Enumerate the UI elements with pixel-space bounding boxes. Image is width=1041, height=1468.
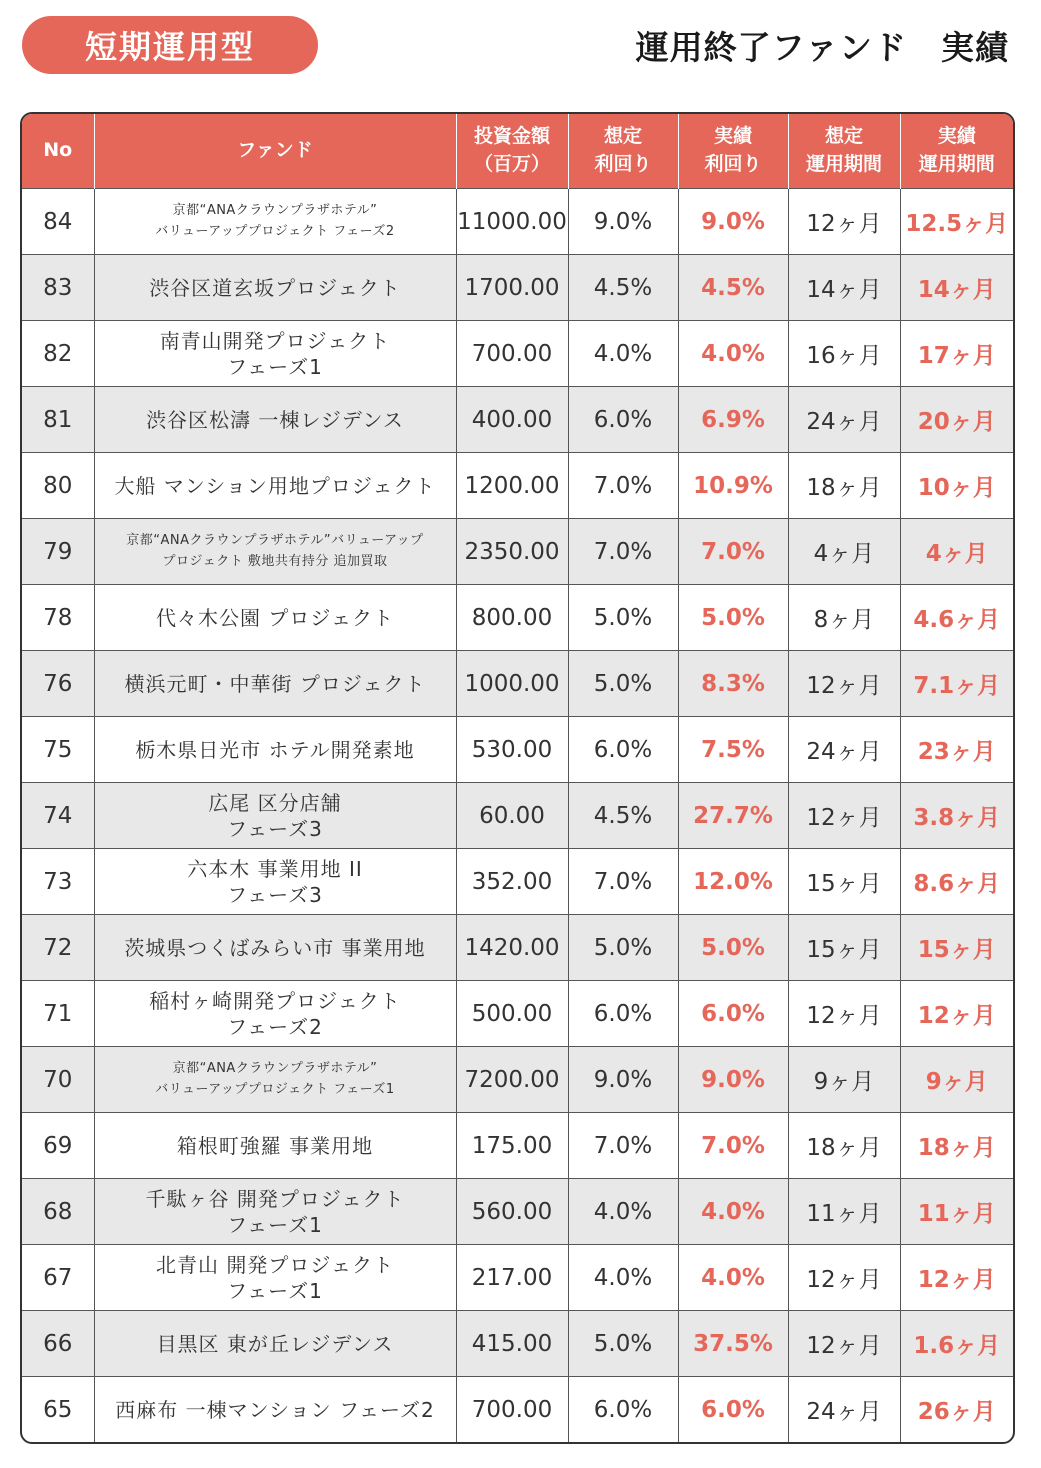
cell-actual-period: 8.6ヶ月 xyxy=(900,849,1013,915)
cell-actual-period: 11ヶ月 xyxy=(900,1179,1013,1245)
cell-actual-yield: 5.0% xyxy=(678,585,788,651)
table-row xyxy=(22,189,1013,255)
table-row xyxy=(22,915,1013,981)
cell-actual-yield: 4.0% xyxy=(678,1245,788,1311)
fund-name-line1: 千駄ヶ谷 開発プロジェクト xyxy=(145,1186,405,1211)
cell-actual-yield: 27.7% xyxy=(678,783,788,849)
cell-amount: 11000.00 xyxy=(456,189,568,255)
fund-name-line1: 稲村ヶ崎開発プロジェクト xyxy=(149,988,401,1013)
cell-fund xyxy=(94,849,456,915)
cell-amount: 60.00 xyxy=(456,783,568,849)
fund-name-line1: 茨城県つくばみらい市 事業用地 xyxy=(124,935,426,960)
fund-name-line2: プロジェクト 敷地共有持分 追加買取 xyxy=(162,553,388,569)
cell-amount: 217.00 xyxy=(456,1245,568,1311)
table-row xyxy=(22,717,1013,783)
cell-expected-yield: 7.0% xyxy=(568,519,678,585)
cell-amount: 500.00 xyxy=(456,981,568,1047)
cell-actual-yield: 7.0% xyxy=(678,1113,788,1179)
fund-name-line2: フェーズ1 xyxy=(227,354,323,379)
cell-expected-period: 12ヶ月 xyxy=(788,981,900,1047)
col-header-actual-period: 実績 運用期間 xyxy=(900,114,1013,189)
cell-fund xyxy=(94,1047,456,1113)
cell-expected-period: 14ヶ月 xyxy=(788,255,900,321)
cell-fund xyxy=(94,189,456,255)
cell-expected-yield: 7.0% xyxy=(568,453,678,519)
cell-actual-yield: 12.0% xyxy=(678,849,788,915)
cell-actual-period: 4.6ヶ月 xyxy=(900,585,1013,651)
col-header-expected-yield: 想定 利回り xyxy=(568,114,678,189)
cell-expected-yield: 5.0% xyxy=(568,915,678,981)
fund-name-line1: 六本木 事業用地 II xyxy=(187,856,363,881)
cell-fund xyxy=(94,717,456,783)
fund-name-line1: 京都“ANAクラウンプラザホテル”バリューアップ xyxy=(126,532,424,548)
cell-no: 72 xyxy=(22,915,94,981)
cell-actual-period: 15ヶ月 xyxy=(900,915,1013,981)
cell-fund xyxy=(94,321,456,387)
page-title: 運用終了ファンド 実績 xyxy=(635,28,1009,67)
fund-name-line2: バリューアッププロジェクト フェーズ1 xyxy=(155,1081,395,1097)
cell-amount: 175.00 xyxy=(456,1113,568,1179)
cell-expected-period: 12ヶ月 xyxy=(788,189,900,255)
cell-actual-yield: 7.0% xyxy=(678,519,788,585)
table-row xyxy=(22,1179,1013,1245)
cell-actual-yield: 9.0% xyxy=(678,189,788,255)
cell-expected-yield: 5.0% xyxy=(568,1311,678,1377)
cell-actual-yield: 6.9% xyxy=(678,387,788,453)
cell-no: 65 xyxy=(22,1377,94,1443)
fund-name-line1: 代々木公園 プロジェクト xyxy=(156,605,394,630)
cell-expected-period: 16ヶ月 xyxy=(788,321,900,387)
fund-name-line1: 北青山 開発プロジェクト xyxy=(156,1252,394,1277)
cell-expected-period: 8ヶ月 xyxy=(788,585,900,651)
fund-name-line1: 渋谷区道玄坂プロジェクト xyxy=(149,275,401,300)
cell-amount: 7200.00 xyxy=(456,1047,568,1113)
table-row xyxy=(22,387,1013,453)
cell-fund xyxy=(94,585,456,651)
cell-actual-yield: 5.0% xyxy=(678,915,788,981)
cell-no: 82 xyxy=(22,321,94,387)
fund-name-line2: フェーズ1 xyxy=(227,1212,323,1237)
cell-expected-period: 15ヶ月 xyxy=(788,849,900,915)
cell-actual-period: 3.8ヶ月 xyxy=(900,783,1013,849)
cell-no: 74 xyxy=(22,783,94,849)
table-row xyxy=(22,849,1013,915)
col-header-fund: ファンド xyxy=(94,114,456,189)
table-row xyxy=(22,1245,1013,1311)
cell-expected-yield: 7.0% xyxy=(568,1113,678,1179)
cell-fund xyxy=(94,981,456,1047)
cell-actual-period: 17ヶ月 xyxy=(900,321,1013,387)
cell-expected-yield: 9.0% xyxy=(568,1047,678,1113)
table-row xyxy=(22,255,1013,321)
cell-expected-yield: 7.0% xyxy=(568,849,678,915)
col-header-amount: 投資金額 （百万） xyxy=(456,114,568,189)
cell-actual-period: 12.5ヶ月 xyxy=(900,189,1013,255)
table-row xyxy=(22,1047,1013,1113)
cell-actual-period: 14ヶ月 xyxy=(900,255,1013,321)
cell-no: 84 xyxy=(22,189,94,255)
cell-expected-yield: 4.0% xyxy=(568,321,678,387)
cell-fund xyxy=(94,387,456,453)
cell-actual-yield: 6.0% xyxy=(678,1377,788,1443)
table-row xyxy=(22,519,1013,585)
results-table xyxy=(20,112,1015,1444)
cell-expected-period: 15ヶ月 xyxy=(788,915,900,981)
cell-expected-yield: 6.0% xyxy=(568,981,678,1047)
table-row xyxy=(22,321,1013,387)
fund-name-line2: フェーズ3 xyxy=(227,816,323,841)
cell-fund xyxy=(94,1245,456,1311)
cell-no: 75 xyxy=(22,717,94,783)
cell-actual-period: 4ヶ月 xyxy=(900,519,1013,585)
fund-name-line1: 京都“ANAクラウンプラザホテル” xyxy=(172,1060,378,1076)
fund-name-line1: 目黒区 東が丘レジデンス xyxy=(156,1331,394,1356)
cell-expected-yield: 4.5% xyxy=(568,783,678,849)
cell-expected-yield: 6.0% xyxy=(568,717,678,783)
cell-expected-yield: 5.0% xyxy=(568,585,678,651)
table-row xyxy=(22,1377,1013,1443)
table-row xyxy=(22,1113,1013,1179)
cell-amount: 1420.00 xyxy=(456,915,568,981)
cell-actual-yield: 4.0% xyxy=(678,1179,788,1245)
cell-amount: 800.00 xyxy=(456,585,568,651)
cell-expected-period: 12ヶ月 xyxy=(788,1245,900,1311)
cell-amount: 700.00 xyxy=(456,1377,568,1443)
cell-no: 76 xyxy=(22,651,94,717)
cell-amount: 1000.00 xyxy=(456,651,568,717)
table-row xyxy=(22,981,1013,1047)
table-row xyxy=(22,1311,1013,1377)
cell-fund xyxy=(94,1113,456,1179)
cell-actual-period: 12ヶ月 xyxy=(900,981,1013,1047)
cell-fund xyxy=(94,1377,456,1443)
cell-expected-period: 24ヶ月 xyxy=(788,1377,900,1443)
col-header-expected-period: 想定 運用期間 xyxy=(788,114,900,189)
table-row xyxy=(22,783,1013,849)
cell-amount: 415.00 xyxy=(456,1311,568,1377)
cell-actual-period: 1.6ヶ月 xyxy=(900,1311,1013,1377)
cell-expected-period: 12ヶ月 xyxy=(788,1311,900,1377)
fund-name-line1: 京都“ANAクラウンプラザホテル” xyxy=(172,202,378,218)
cell-expected-yield: 6.0% xyxy=(568,1377,678,1443)
cell-amount: 530.00 xyxy=(456,717,568,783)
cell-no: 81 xyxy=(22,387,94,453)
cell-no: 68 xyxy=(22,1179,94,1245)
table-header-row xyxy=(22,114,1013,189)
cell-expected-yield: 4.0% xyxy=(568,1179,678,1245)
cell-no: 70 xyxy=(22,1047,94,1113)
cell-amount: 400.00 xyxy=(456,387,568,453)
cell-amount: 1200.00 xyxy=(456,453,568,519)
cell-fund xyxy=(94,1311,456,1377)
cell-expected-yield: 5.0% xyxy=(568,651,678,717)
cell-no: 71 xyxy=(22,981,94,1047)
fund-name-line2: フェーズ2 xyxy=(227,1014,323,1039)
fund-name-line1: 西麻布 一棟マンション フェーズ2 xyxy=(115,1397,435,1422)
col-header-no: No xyxy=(22,114,94,189)
cell-actual-yield: 6.0% xyxy=(678,981,788,1047)
cell-actual-period: 23ヶ月 xyxy=(900,717,1013,783)
cell-expected-yield: 9.0% xyxy=(568,189,678,255)
cell-actual-period: 9ヶ月 xyxy=(900,1047,1013,1113)
cell-amount: 352.00 xyxy=(456,849,568,915)
cell-actual-yield: 4.0% xyxy=(678,321,788,387)
cell-actual-yield: 4.5% xyxy=(678,255,788,321)
cell-amount: 560.00 xyxy=(456,1179,568,1245)
cell-actual-period: 18ヶ月 xyxy=(900,1113,1013,1179)
cell-expected-yield: 6.0% xyxy=(568,387,678,453)
cell-amount: 1700.00 xyxy=(456,255,568,321)
cell-expected-period: 12ヶ月 xyxy=(788,651,900,717)
cell-actual-period: 10ヶ月 xyxy=(900,453,1013,519)
fund-name-line1: 大船 マンション用地プロジェクト xyxy=(114,473,436,498)
cell-no: 73 xyxy=(22,849,94,915)
cell-no: 83 xyxy=(22,255,94,321)
cell-fund xyxy=(94,519,456,585)
cell-expected-period: 11ヶ月 xyxy=(788,1179,900,1245)
cell-actual-period: 26ヶ月 xyxy=(900,1377,1013,1443)
cell-expected-period: 9ヶ月 xyxy=(788,1047,900,1113)
cell-actual-yield: 37.5% xyxy=(678,1311,788,1377)
cell-expected-period: 12ヶ月 xyxy=(788,783,900,849)
cell-no: 67 xyxy=(22,1245,94,1311)
cell-no: 66 xyxy=(22,1311,94,1377)
cell-amount: 700.00 xyxy=(456,321,568,387)
cell-fund xyxy=(94,255,456,321)
category-badge: 短期運用型 xyxy=(22,16,318,74)
fund-name-line2: フェーズ3 xyxy=(227,882,323,907)
cell-fund xyxy=(94,1179,456,1245)
fund-name-line2: バリューアッププロジェクト フェーズ2 xyxy=(155,223,395,239)
cell-actual-yield: 10.9% xyxy=(678,453,788,519)
table-row xyxy=(22,651,1013,717)
fund-name-line1: 渋谷区松濤 一棟レジデンス xyxy=(146,407,404,432)
cell-actual-period: 7.1ヶ月 xyxy=(900,651,1013,717)
fund-name-line1: 箱根町強羅 事業用地 xyxy=(176,1133,374,1158)
cell-expected-period: 4ヶ月 xyxy=(788,519,900,585)
cell-fund xyxy=(94,783,456,849)
fund-name-line1: 横浜元町・中華街 プロジェクト xyxy=(124,671,426,696)
cell-no: 79 xyxy=(22,519,94,585)
fund-name-line1: 栃木県日光市 ホテル開発素地 xyxy=(135,737,415,762)
fund-name-line1: 南青山開発プロジェクト xyxy=(159,328,391,353)
cell-fund xyxy=(94,915,456,981)
cell-actual-yield: 9.0% xyxy=(678,1047,788,1113)
col-header-actual-yield: 実績 利回り xyxy=(678,114,788,189)
cell-expected-period: 18ヶ月 xyxy=(788,1113,900,1179)
cell-expected-period: 24ヶ月 xyxy=(788,717,900,783)
fund-name-line1: 広尾 区分店舗 xyxy=(208,790,342,815)
cell-no: 78 xyxy=(22,585,94,651)
cell-amount: 2350.00 xyxy=(456,519,568,585)
table-row xyxy=(22,585,1013,651)
table-body xyxy=(22,189,1013,1443)
cell-expected-period: 24ヶ月 xyxy=(788,387,900,453)
cell-expected-period: 18ヶ月 xyxy=(788,453,900,519)
fund-name-line2: フェーズ1 xyxy=(227,1278,323,1303)
cell-actual-period: 20ヶ月 xyxy=(900,387,1013,453)
cell-actual-period: 12ヶ月 xyxy=(900,1245,1013,1311)
cell-actual-yield: 8.3% xyxy=(678,651,788,717)
cell-fund xyxy=(94,453,456,519)
cell-actual-yield: 7.5% xyxy=(678,717,788,783)
cell-expected-yield: 4.5% xyxy=(568,255,678,321)
cell-no: 69 xyxy=(22,1113,94,1179)
cell-fund xyxy=(94,651,456,717)
cell-expected-yield: 4.0% xyxy=(568,1245,678,1311)
cell-no: 80 xyxy=(22,453,94,519)
table-row xyxy=(22,453,1013,519)
